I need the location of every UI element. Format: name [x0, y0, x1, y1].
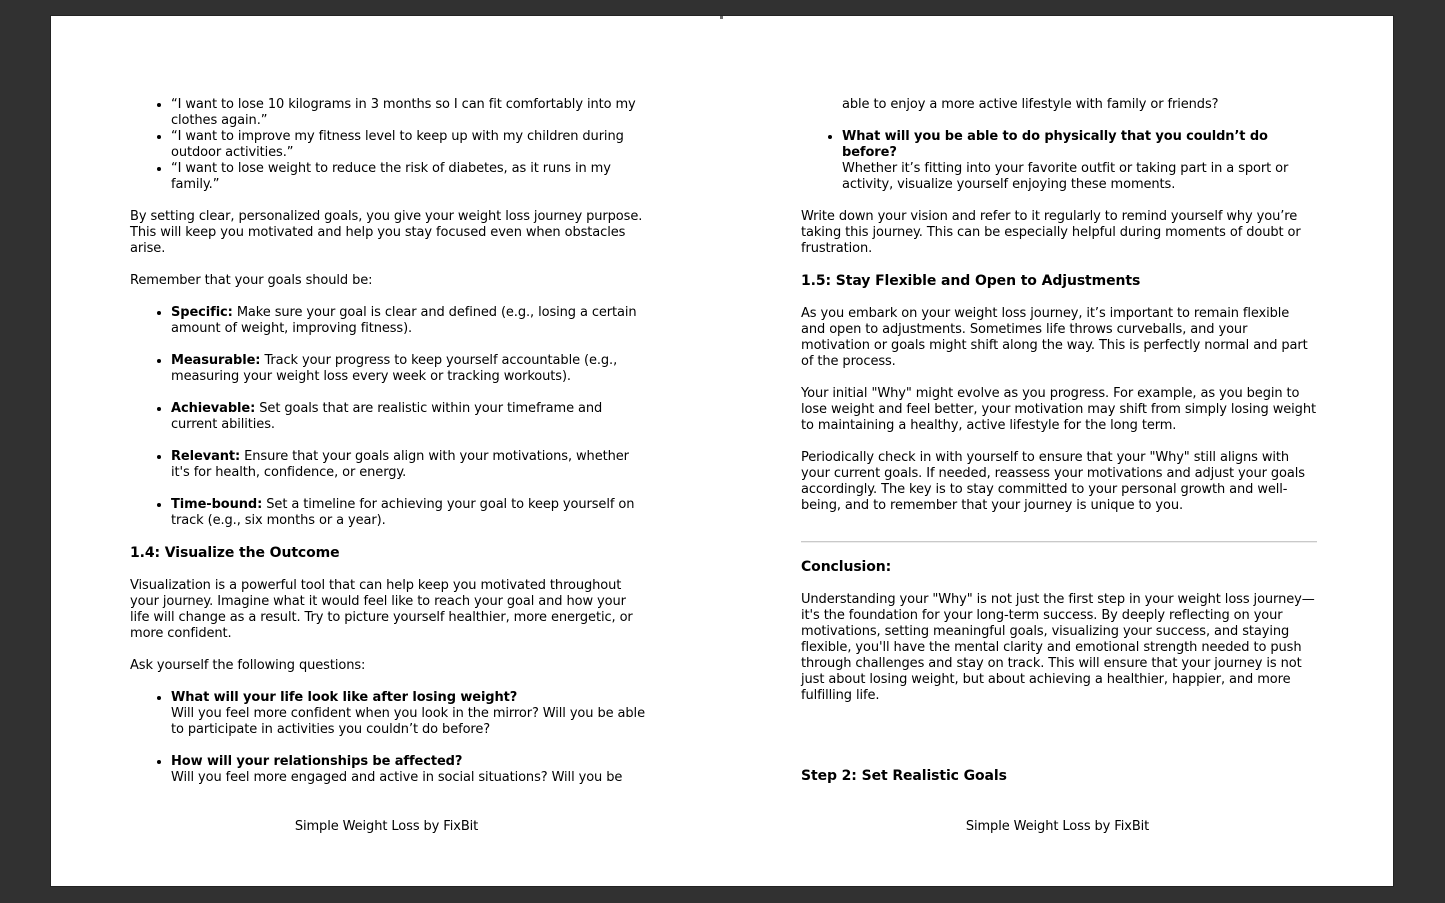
answer-text: Whether it’s fitting into your favorite outfit or taking part in a sport or activity, visualize yourself enjoying these moments. [842, 161, 1289, 192]
list-item [842, 129, 1317, 193]
paragraph-embark: As you embark on your weight loss journey, it’s important to remain flexible and open to adjustments. Sometimes life throws curveballs, and your motivation or goals might shift along the way. This is perfectly normal and part of the process. [801, 306, 1308, 369]
paragraph-remember: Remember that your goals should be: [130, 273, 373, 288]
list-item-label: Time-bound: [171, 497, 263, 512]
list-item [171, 449, 646, 481]
list-item [171, 497, 646, 529]
page-right [722, 16, 1393, 886]
list-item-label: Relevant: [171, 449, 241, 464]
page-seam-notch [720, 16, 723, 19]
section-divider [801, 541, 1317, 543]
list-item-text: Set goals that are realistic within your timeframe and current abilities. [171, 401, 603, 432]
list-item [171, 754, 646, 786]
list-item: • “I want to lose 10 kilograms in 3 months so I can fit comfortably into my clothes again.” [171, 97, 646, 129]
answer-text: Will you feel more confident when you look in the mirror? Will you be able to participate in activities you couldn’t do before? [171, 706, 645, 737]
paragraph-setting-goals: By setting clear, personalized goals, you give your weight loss journey purpose. This will keep you motivated and help you stay focused even when obstacles arise. [130, 209, 643, 256]
page-footer: Simple Weight Loss by FixBit [965, 819, 1150, 834]
list-item-text: Track your progress to keep yourself accountable (e.g., measuring your weight loss every week or tracking workouts). [171, 353, 618, 384]
list-item-label: Specific: [171, 305, 233, 320]
list-item: • “I want to lose weight to reduce the risk of diabetes, as it runs in my family.” [171, 161, 646, 193]
paragraph-periodically: Periodically check in with yourself to ensure that your "Why" still aligns with your current goals. If needed, reassess your motivations and adjust your goals accordingly. The key is to stay committed to your personal growth and well-being, and to remember that your journey is unique to you. [801, 450, 1305, 513]
list-item-label: Achievable: [171, 401, 256, 416]
question-text: • What will you be able to do physically that you couldn’t do before? [842, 129, 1268, 160]
paragraph-visualization: Visualization is a powerful tool that can help keep you motivated throughout your journey. Imagine what it would feel like to reach your goal and how your life will change as a result. Try to picture yourself healthier, more energetic, or more confident. [130, 578, 633, 641]
list-item-label: Measurable: [171, 353, 261, 368]
reflection-questions-list-continued [801, 129, 1317, 193]
section-heading-stay-flexible: 1.5: Stay Flexible and Open to Adjustments [801, 273, 1141, 289]
list-item-text: Make sure your goal is clear and defined (e.g., losing a certain amount of weight, improving fitness). [171, 305, 637, 336]
continuation-line: able to enjoy a more active lifestyle with family or friends? [842, 97, 1219, 112]
paragraph-ask-yourself: Ask yourself the following questions: [130, 658, 366, 673]
list-item [171, 690, 646, 738]
list-item: • “I want to improve my fitness level to keep up with my children during outdoor activities.” [171, 129, 646, 161]
question-text: • What will your life look like after losing weight? [171, 690, 518, 705]
page-right-content [801, 97, 1317, 801]
reflection-questions-list [130, 690, 646, 786]
list-item [171, 401, 646, 433]
goal-quotes-list [130, 97, 646, 193]
section-heading-conclusion: Conclusion: [801, 559, 892, 575]
page-left [51, 16, 722, 886]
list-item [171, 305, 646, 337]
list-item [171, 353, 646, 385]
question-text: • How will your relationships be affected? [171, 754, 463, 769]
paragraph-initial-why: Your initial "Why" might evolve as you progress. For example, as you begin to lose weight and feel better, your motivation may shift from simply losing weight to maintaining a healthy, active lifestyle for the long term. [801, 386, 1316, 433]
section-heading-visualize-outcome: 1.4: Visualize the Outcome [130, 545, 340, 561]
document-spread[interactable] [51, 16, 1393, 886]
list-item-text: Set a timeline for achieving your goal to keep yourself on track (e.g., six months or a year). [171, 497, 635, 528]
answer-text: Will you feel more engaged and active in social situations? Will you be [171, 770, 623, 785]
section-heading-step2: Step 2: Set Realistic Goals [801, 768, 1007, 784]
page-left-content [130, 97, 646, 802]
smart-goals-list [130, 305, 646, 529]
page-footer: Simple Weight Loss by FixBit [294, 819, 479, 834]
paragraph-conclusion: Understanding your "Why" is not just the first step in your weight loss journey—it's the foundation for your long-term success. By deeply reflecting on your motivations, setting meaningful goals, visualizing your success, and staying flexible, you'll have the mental clarity and emotional strength needed to push through challenges and stay on track. This will ensure that your journey is not just about losing weight, but about achieving a healthier, happier, and more fulfilling life. [801, 592, 1315, 703]
paragraph-write-down: Write down your vision and refer to it regularly to remind yourself why you’re taking this journey. This can be especially helpful during moments of doubt or frustration. [801, 209, 1301, 256]
list-item-text: Ensure that your goals align with your motivations, whether it's for health, confidence, or energy. [171, 449, 629, 480]
